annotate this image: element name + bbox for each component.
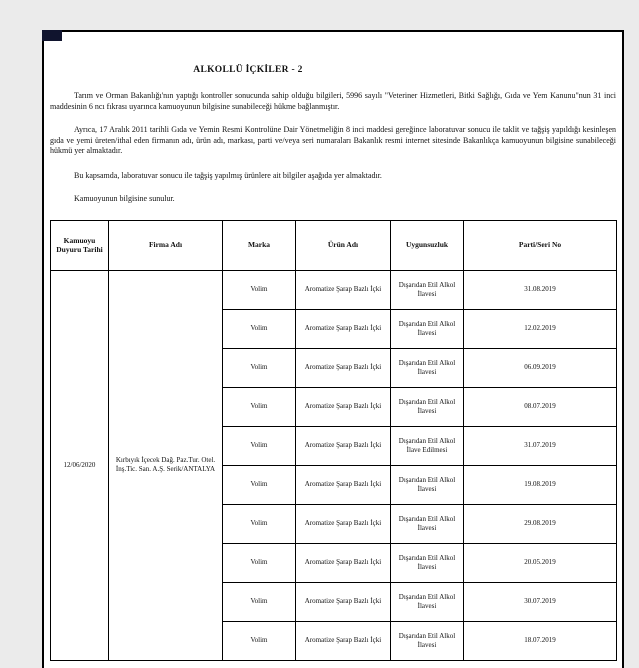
- document-page: [42, 30, 624, 668]
- table-row: [51, 270, 617, 309]
- paragraph-legal-basis: Tarım ve Orman Bakanlığı'nın yaptığı kontroller sonucunda sahip olduğu bilgileri, 5996 sayılı "Veteriner Hizmetleri, Bitki Sağlığı, Gıda ve Yem Kanunu"nun 31 inci maddesinin 6 ncı fıkrası uyarınca kamuoyunun bilgisine sunabileceği hükme bağlanmıştır.: [50, 91, 616, 111]
- cell-urun-adi: Aromatize Şarap Bazlı İçki: [296, 582, 391, 621]
- cell-parti-seri-no: 08.07.2019: [464, 387, 617, 426]
- cell-company-name: Kırbıyık İçecek Dağ. Paz.Tur. Otel. İnş.Tic. San. A.Ş. Serik/ANTALYA: [109, 270, 223, 660]
- cell-urun-adi: Aromatize Şarap Bazlı İçki: [296, 465, 391, 504]
- cell-marka: Volim: [223, 504, 296, 543]
- cell-parti-seri-no: 29.08.2019: [464, 504, 617, 543]
- cell-uygunsuzluk: Dışarıdan Etil Alkol İlavesi: [391, 543, 464, 582]
- cell-urun-adi: Aromatize Şarap Bazlı İçki: [296, 426, 391, 465]
- header-parti-seri-no: Parti/Seri No: [464, 220, 617, 270]
- cell-parti-seri-no: 19.08.2019: [464, 465, 617, 504]
- header-firma-adi: Firma Adı: [109, 220, 223, 270]
- header-marka: Marka: [223, 220, 296, 270]
- cell-uygunsuzluk: Dışarıdan Etil Alkol İlavesi: [391, 270, 464, 309]
- cell-marka: Volim: [223, 465, 296, 504]
- cell-parti-seri-no: 06.09.2019: [464, 348, 617, 387]
- cell-uygunsuzluk: Dışarıdan Etil Alkol İlavesi: [391, 387, 464, 426]
- cell-marka: Volim: [223, 309, 296, 348]
- cell-uygunsuzluk: Dışarıdan Etil Alkol İlavesi: [391, 621, 464, 660]
- cell-marka: Volim: [223, 621, 296, 660]
- cell-uygunsuzluk: Dışarıdan Etil Alkol İlavesi: [391, 348, 464, 387]
- cell-parti-seri-no: 30.07.2019: [464, 582, 617, 621]
- cell-urun-adi: Aromatize Şarap Bazlı İçki: [296, 504, 391, 543]
- cell-uygunsuzluk: Dışarıdan Etil Alkol İlavesi: [391, 582, 464, 621]
- cell-marka: Volim: [223, 270, 296, 309]
- cell-parti-seri-no: 20.05.2019: [464, 543, 617, 582]
- cell-marka: Volim: [223, 348, 296, 387]
- cell-uygunsuzluk: Dışarıdan Etil Alkol İlavesi: [391, 309, 464, 348]
- adulterated-products-table: [50, 220, 617, 661]
- cell-urun-adi: Aromatize Şarap Bazlı İçki: [296, 621, 391, 660]
- cell-announcement-date: 12/06/2020: [51, 270, 109, 660]
- paragraph-closing: Kamuoyunun bilgisine sunulur.: [74, 194, 175, 203]
- cell-urun-adi: Aromatize Şarap Bazlı İçki: [296, 309, 391, 348]
- cell-marka: Volim: [223, 543, 296, 582]
- paragraph-regulation: Ayrıca, 17 Aralık 2011 tarihli Gıda ve Yemin Resmi Kontrolüne Dair Yönetmeliğin 8 inci maddesi gereğince laboratuvar sonucu ile taklit ve tağşiş yapıldığı kesinleşen gıda ve yemi üreten/ithal eden firmanın adı, ürün adı, markası, parti ve/veya seri numaraları Bakanlık resmi internet sitesinde Bakanlıkça kamuoyunun bilgisine sunabileceği hükmü yer almaktadır.: [50, 125, 616, 155]
- cell-parti-seri-no: 18.07.2019: [464, 621, 617, 660]
- scan-corner-mark: [42, 30, 62, 41]
- document-title: ALKOLLÜ İÇKİLER - 2: [193, 65, 303, 75]
- cell-urun-adi: Aromatize Şarap Bazlı İçki: [296, 270, 391, 309]
- cell-urun-adi: Aromatize Şarap Bazlı İçki: [296, 543, 391, 582]
- cell-uygunsuzluk: Dışarıdan Etil Alkol İlavesi: [391, 504, 464, 543]
- cell-marka: Volim: [223, 426, 296, 465]
- cell-uygunsuzluk: Dışarıdan Etil Alkol İlavesi: [391, 465, 464, 504]
- paragraph-scope: Bu kapsamda, laboratuvar sonucu ile tağşiş yapılmış ürünlere ait bilgiler aşağıda yer almaktadır.: [74, 170, 382, 180]
- cell-urun-adi: Aromatize Şarap Bazlı İçki: [296, 348, 391, 387]
- cell-parti-seri-no: 31.07.2019: [464, 426, 617, 465]
- header-uygunsuzluk: Uygunsuzluk: [391, 220, 464, 270]
- header-kamuoyu-duyuru-tarihi: Kamuoyu Duyuru Tarihi: [51, 220, 109, 270]
- table-header-row: [51, 220, 617, 270]
- cell-parti-seri-no: 12.02.2019: [464, 309, 617, 348]
- cell-urun-adi: Aromatize Şarap Bazlı İçki: [296, 387, 391, 426]
- header-urun-adi: Ürün Adı: [296, 220, 391, 270]
- cell-marka: Volim: [223, 387, 296, 426]
- cell-marka: Volim: [223, 582, 296, 621]
- cell-parti-seri-no: 31.08.2019: [464, 270, 617, 309]
- cell-uygunsuzluk: Dışarıdan Etil Alkol İlave Edilmesi: [391, 426, 464, 465]
